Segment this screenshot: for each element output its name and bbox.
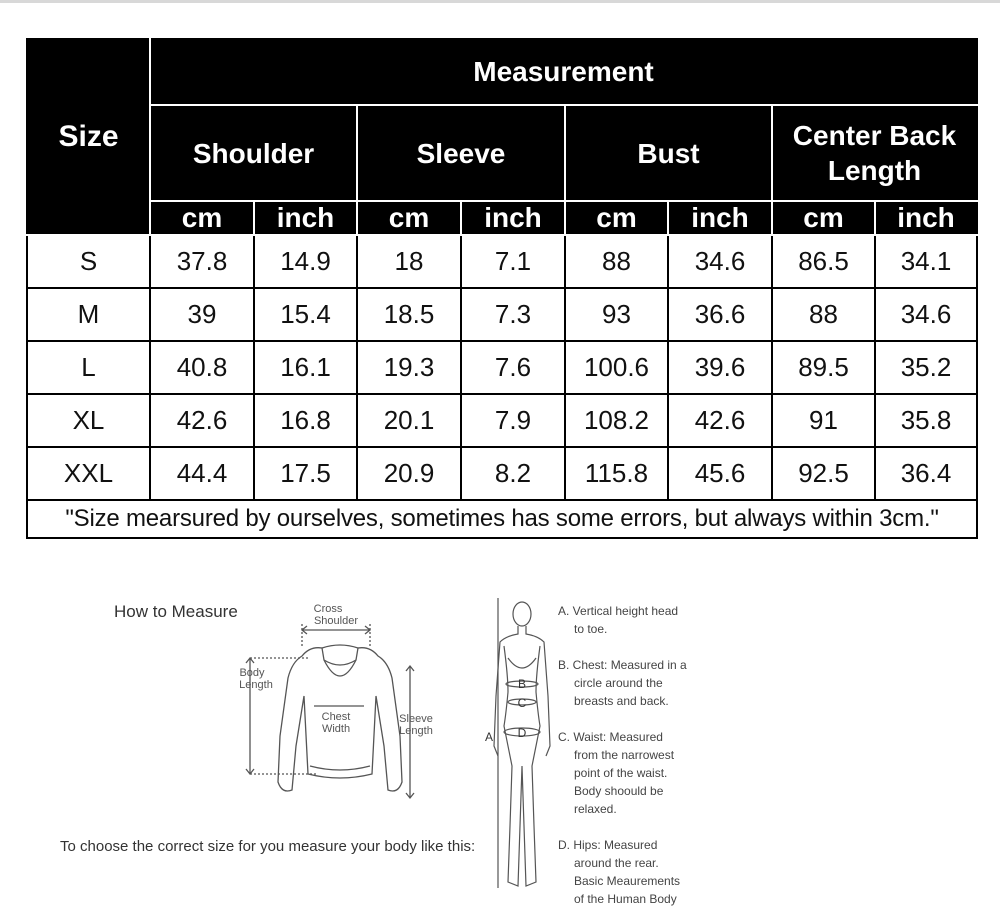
value-cell: 8.2 [461, 447, 565, 500]
center-back-line: Center Back [792, 120, 957, 151]
legend-line: relaxed. [574, 802, 617, 816]
value-cell: 17.5 [254, 447, 357, 500]
legend-line: around the rear. [574, 856, 659, 870]
value-cell: 44.4 [150, 447, 254, 500]
sleeve-length-label-line2: Length [399, 725, 433, 737]
unit-header: inch [668, 201, 772, 235]
legend-line: of the Human Body [574, 892, 677, 906]
value-cell: 36.6 [668, 288, 772, 341]
body-figure [478, 596, 558, 896]
value-cell: 115.8 [565, 447, 668, 500]
value-cell: 100.6 [565, 341, 668, 394]
legend-line: A. Vertical height head [558, 604, 679, 618]
value-cell: 40.8 [150, 341, 254, 394]
value-cell: 7.9 [461, 394, 565, 447]
garment-diagram [230, 596, 460, 846]
legend-line: D. Hips: Measured [558, 838, 658, 852]
legend-b [558, 656, 687, 710]
how-to-measure-title: How to Measure [114, 602, 238, 621]
unit-header: inch [461, 201, 565, 235]
size-chart-table [26, 38, 978, 539]
value-cell: 7.1 [461, 235, 565, 288]
value-cell: 35.8 [875, 394, 977, 447]
value-cell: 16.8 [254, 394, 357, 447]
value-cell: 88 [565, 235, 668, 288]
unit-header: cm [772, 201, 875, 235]
size-cell: L [27, 341, 150, 394]
value-cell: 93 [565, 288, 668, 341]
value-cell: 19.3 [357, 341, 461, 394]
figure-letter-d: D [517, 726, 527, 740]
value-cell: 34.1 [875, 235, 977, 288]
unit-header: cm [565, 201, 668, 235]
figure-letter-b: B [517, 677, 527, 691]
sleeve-length-label-line1: Sleeve [399, 713, 433, 725]
value-cell: 39.6 [668, 341, 772, 394]
value-cell: 34.6 [875, 288, 977, 341]
center-back-length-header [772, 105, 977, 201]
size-cell: XXL [27, 447, 150, 500]
legend-line: circle around the [574, 676, 663, 690]
shoulder-header: Shoulder [150, 105, 357, 201]
legend-line: point of the waist. [574, 766, 668, 780]
legend-line: to toe. [574, 622, 608, 636]
chest-width-label-line1: Chest [321, 711, 351, 723]
value-cell: 18.5 [357, 288, 461, 341]
value-cell: 20.1 [357, 394, 461, 447]
value-cell: 42.6 [668, 394, 772, 447]
value-cell: 18 [357, 235, 461, 288]
bust-header: Bust [565, 105, 772, 201]
choose-size-instruction: To choose the correct size for you measure your body like this: [60, 838, 476, 855]
legend-d [558, 836, 680, 908]
body-length-label-line1: Body [239, 667, 265, 679]
cross-shoulder-label-line2: Shoulder [313, 615, 359, 627]
table-row [27, 447, 977, 500]
value-cell: 37.8 [150, 235, 254, 288]
value-cell: 14.9 [254, 235, 357, 288]
legend-line: B. Chest: Measured in a [558, 658, 687, 672]
value-cell: 20.9 [357, 447, 461, 500]
value-cell: 15.4 [254, 288, 357, 341]
measure-guide [0, 560, 1000, 917]
cross-shoulder-label-line1: Cross [313, 603, 343, 615]
figure-letter-a: A [484, 730, 494, 744]
legend-line: breasts and back. [574, 694, 669, 708]
legend-line: Body shoould be [574, 784, 664, 798]
value-cell: 7.6 [461, 341, 565, 394]
value-cell: 108.2 [565, 394, 668, 447]
unit-header: inch [254, 201, 357, 235]
unit-header: inch [875, 201, 977, 235]
value-cell: 36.4 [875, 447, 977, 500]
top-divider [0, 0, 1000, 3]
value-cell: 34.6 [668, 235, 772, 288]
size-cell: XL [27, 394, 150, 447]
size-cell: M [27, 288, 150, 341]
value-cell: 86.5 [772, 235, 875, 288]
value-cell: 89.5 [772, 341, 875, 394]
table-row [27, 288, 977, 341]
unit-header: cm [357, 201, 461, 235]
value-cell: 42.6 [150, 394, 254, 447]
unit-header: cm [150, 201, 254, 235]
value-cell: 39 [150, 288, 254, 341]
measurement-note: "Size mearsured by ourselves, sometimes has some errors, but always within 3cm." [27, 500, 977, 538]
table-row [27, 394, 977, 447]
sleeve-header: Sleeve [357, 105, 565, 201]
figure-letter-c: C [517, 696, 527, 710]
legend-a [558, 602, 678, 638]
size-cell: S [27, 235, 150, 288]
measurement-header: Measurement [150, 39, 977, 105]
legend-line: from the narrowest [574, 748, 675, 762]
value-cell: 91 [772, 394, 875, 447]
value-cell: 35.2 [875, 341, 977, 394]
length-line: Length [827, 155, 922, 186]
value-cell: 92.5 [772, 447, 875, 500]
size-header: Size [27, 39, 150, 235]
value-cell: 45.6 [668, 447, 772, 500]
value-cell: 7.3 [461, 288, 565, 341]
table-row [27, 341, 977, 394]
chest-width-label-line2: Width [321, 723, 351, 735]
table-row [27, 235, 977, 288]
value-cell: 88 [772, 288, 875, 341]
legend-c [558, 728, 674, 818]
body-length-label-line2: Length [239, 679, 273, 691]
legend-line: Basic Meaurements [574, 874, 681, 888]
legend-line: C. Waist: Measured [558, 730, 663, 744]
value-cell: 16.1 [254, 341, 357, 394]
